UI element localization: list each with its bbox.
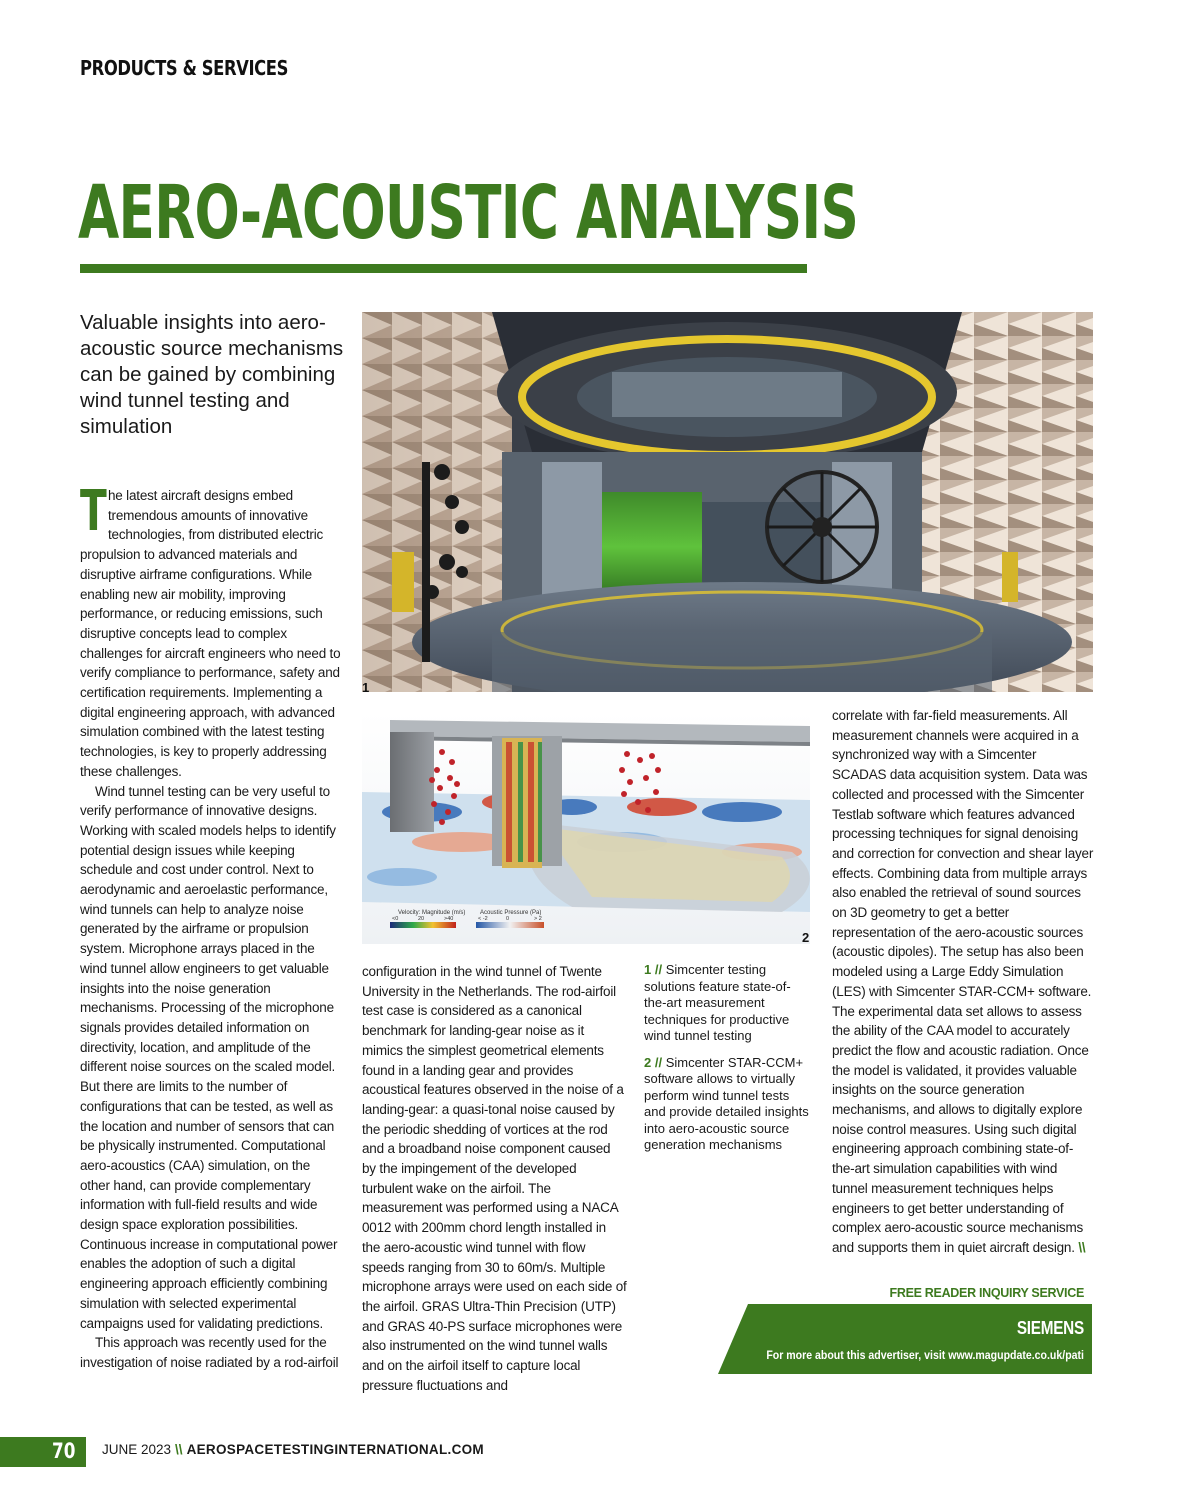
article-title: AERO-ACOUSTIC ANALYSIS xyxy=(78,170,859,256)
figure-1-photo xyxy=(362,312,1093,692)
caption-2-number: 2 // xyxy=(644,1054,663,1070)
paragraph-5 xyxy=(832,706,1094,1258)
pressure-tick-1: 0 xyxy=(506,916,510,922)
inquiry-link[interactable]: For more about this advertiser, visit www.magupdate.co.uk/pati xyxy=(766,1348,1084,1362)
paragraph-3: This approach was recently used for the investigation of noise radiated by a rod-airfoil xyxy=(80,1335,339,1370)
pressure-colorbar xyxy=(476,922,544,928)
paragraph-4: configuration in the wind tunnel of Twente University in the Netherlands. The rod-airfoil test case is considered as a canonical benchmark for landing-gear noise as it mimics the simplest geometrical elements found in a landing gear and provides acoustical features observed in the noise of a landing-gear: a quasi-tonal noise caused by the periodic shedding of vortices at the rod and a broadband noise component caused by the impingement of the developed turbulent wake on the airfoil. The measurement was performed using a NACA 0012 with 200mm chord length installed in the aero-acoustic wind tunnel with flow speeds ranging from 30 to 60m/s. Multiple microphone arrays were used on each side of the airfoil. GRAS Ultra-Thin Precision (UTP) and GRAS 40-PS surface microphones were also instrumented on the wind tunnel walls and on the airfoil itself to capture local pressure fluctuations and xyxy=(362,964,627,1393)
title-underline xyxy=(80,264,807,273)
caption-2 xyxy=(644,1055,809,1154)
inquiry-label: FREE READER INQUIRY SERVICE xyxy=(889,1286,1084,1300)
drop-cap: T xyxy=(80,479,107,544)
caption-1 xyxy=(644,962,809,1045)
caption-2-text: Simcenter STAR-CCM+ software allows to virtually perform wind tunnel tests and provide detailed insights into aero-acoustic source generation mechanisms xyxy=(644,1054,809,1152)
caption-1-text: Simcenter testing solutions feature state-of-the-art measurement techniques for productive wind tunnel testing xyxy=(644,962,791,1043)
paragraph-2: Wind tunnel testing can be very useful to verify performance of innovative designs. Working with scaled models helps to identify potential design issues while keeping schedule and cost under control. Next to aerodynamic and aeroelastic performance, wind tunnels can help to analyze noise generated by the airframe or propulsion system. Microphone arrays placed in the wind tunnel allow engineers to get valuable insights into the noise generation mechanisms. Processing of the microphone signals provides detailed information on directivity, location, and amplitude of the different noise sources on the scaled model. But there are limits to the number of configurations that can be tested, as well as the location and number of sensors that can be physically instrumented. Computational aero-acoustics (CAA) simulation, on the other hand, can provide complementary information with full-field results and wide design space exploration possibilities. Continuous increase in computational power enables the adoption of such a digital engineering approach efficiently combining simulation with selected experimental campaigns used for validating predictions. xyxy=(80,783,338,1331)
body-column-1 xyxy=(80,479,342,1373)
section-label: PRODUCTS & SERVICES xyxy=(80,56,288,80)
paragraph-1-text: he latest aircraft designs embed tremendous amounts of innovative technologies, from distributed electric propulsion to advanced materials and disruptive airframe configurations. While enabling new air mobility, improving performance, or reducing emissions, such disruptive concepts lead to complex challenges for aircraft engineers who need to verify compliance to performance, safety and certification requirements. Implementing a digital engineering approach, with advanced simulation combined with the latest testing technologies, is key to properly addressing these challenges. xyxy=(80,488,341,779)
body-column-2 xyxy=(362,962,627,1395)
figure-2-number: 2 xyxy=(802,930,810,945)
paragraph-5-text: correlate with far-field measurements. All measurement channels were acquired in a synchronized way with a Simcenter SCADAS data acquisition system. Data was collected and processed with the Simcenter Testlab software which features advanced processing techniques for signal denoising and correction for convection and shear layer effects. Combining data from multiple arrays also enabled the retrieval of sound sources on 3D geometry to get a better representation of the aero-acoustic sources (acoustic dipoles). The setup has also been modeled using a Large Eddy Simulation (LES) with Simcenter STAR-CCM+ software. The experimental data set allows to assess the ability of the CAA model to accurately predict the flow and acoustic radiation. Once the model is validated, it provides valuable insights on the source generation mechanisms, and allows to digitally explore noise control measures. Using such digital engineering approach combining state-of-the-art simulation capabilities with wind tunnel measurement techniques helps engineers to get better understanding of complex aero-acoustic source mechanisms and supports them in quiet aircraft design. xyxy=(832,708,1094,1255)
advertiser-name: SIEMENS xyxy=(1016,1318,1084,1338)
pressure-tick-2: > 2 xyxy=(534,916,542,922)
footer-website[interactable]: AEROSPACETESTINGINTERNATIONAL.COM xyxy=(186,1442,484,1457)
velocity-tick-0: <0 xyxy=(392,916,399,922)
velocity-legend-label: Velocity: Magnitude (m/s) xyxy=(398,910,466,916)
pressure-legend-label: Acoustic Pressure (Pa) xyxy=(480,910,542,916)
figure-1-number: 1 xyxy=(362,680,370,695)
velocity-tick-2: >40 xyxy=(444,916,454,922)
figure-captions xyxy=(644,962,809,1164)
body-column-3 xyxy=(832,706,1094,1258)
footer xyxy=(102,1442,484,1457)
end-mark: \\ xyxy=(1078,1239,1086,1255)
page-number: 70 xyxy=(52,1439,76,1463)
footer-date: JUNE 2023 xyxy=(102,1442,172,1457)
figure-2-simulation xyxy=(362,712,810,944)
paragraph-1 xyxy=(80,479,342,782)
pressure-tick-0: < -2 xyxy=(478,916,488,922)
footer-separator: \\ xyxy=(175,1442,183,1457)
inquiry-box[interactable] xyxy=(718,1304,1092,1374)
velocity-tick-1: 20 xyxy=(418,916,425,922)
standfirst: Valuable insights into aero-acoustic source mechanisms can be gained by combining wind tunnel testing and simulation xyxy=(80,311,344,438)
velocity-colorbar xyxy=(390,922,456,928)
caption-1-number: 1 // xyxy=(644,962,663,977)
